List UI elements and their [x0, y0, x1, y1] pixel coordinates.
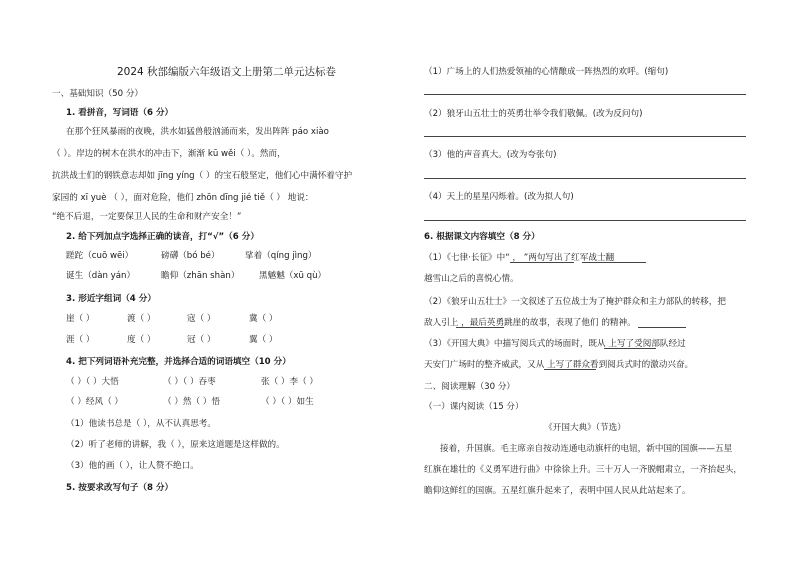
answer-line[interactable]: [424, 136, 746, 137]
exam-title: 2024 秋部编版六年级语文上册第二单元达标卷: [117, 66, 337, 78]
q1-line: 在那个狂风暴雨的夜晚，洪水如猛兽般汹涌而来，发出阵阵 páo xiào: [66, 127, 329, 137]
q4-fill-sentence: （3）他的画（ ），让人赞不绝口。: [66, 461, 199, 471]
q2-heading: 2. 给下列加点字选择正确的读音，打“√”（6 分）: [66, 232, 259, 242]
q6-line: （2）《狼牙山五壮士》一文叙述了五位战士为了掩护群众和主力部队的转移，把: [424, 297, 726, 307]
q4-heading: 4. 把下列词语补充完整，并选择合适的词语填空（10 分）: [66, 357, 291, 367]
passage-line: 接着，升国旗。毛主席亲自按动连通电动旗杆的电钮，新中国的国旗——五星: [440, 444, 733, 454]
q4-item: （ ）（ ）如生: [261, 397, 314, 407]
q6-line: （1）《七律·长征》中“ ， ”两句写出了红军战士翻: [424, 253, 615, 263]
q5-item: （2）狼牙山五壮士的英勇壮举令我们敬佩。(改为反问句): [424, 109, 643, 119]
q4-item: （ ）经风（ ）: [66, 397, 124, 407]
q3-item: 冀（ ）: [249, 314, 278, 324]
fill-blank-line[interactable]: [544, 369, 596, 370]
q4-item: （ ）（ ）吞枣: [163, 377, 216, 387]
fill-blank-line[interactable]: [638, 327, 686, 328]
q4-fill-sentence: （2）听了老师的讲解，我（ ），原来这道题是这样做的。: [66, 440, 285, 450]
q2-item: 磅礴（bó bé）: [161, 251, 220, 261]
passage-title: 《开国大典》（节选）: [544, 423, 626, 433]
q3-item: 渡（ ）: [127, 314, 156, 324]
q4-item: （ ）然（ ）悟: [163, 397, 221, 407]
q3-item: 涯（ ）: [66, 335, 95, 345]
section-reading: 二、阅读理解（30 分）: [424, 382, 516, 392]
answer-line[interactable]: [424, 178, 746, 179]
q1-line: 家园的 xī yuè （ ），面对危险，他们 zhōn dīng jié tiě（ ） 地说：: [52, 193, 314, 203]
q6-line: 天安门广场时的整齐威武，又从 上写了群众看到阅兵式时的激动兴奋。: [424, 360, 694, 370]
q6-line: 越雪山之后的喜悦心情。: [424, 274, 519, 284]
q3-item: 崖（ ）: [66, 314, 95, 324]
answer-line[interactable]: [424, 220, 746, 221]
passage-line: 红旗在雄壮的《义勇军进行曲》中徐徐上升。三十万人一齐脱帽肃立，一齐抬起头，: [424, 465, 742, 475]
fill-blank-line[interactable]: [456, 327, 504, 328]
section-basic-knowledge: 一、基础知识（50 分）: [52, 89, 144, 99]
q3-item: 寇（ ）: [187, 314, 216, 324]
q5-heading: 5. 按要求改写句子（8 分）: [66, 483, 174, 493]
passage-line: 瞻仰这鲜红的国旗。五星红旗升起来了，表明中国人民从此站起来了。: [424, 486, 691, 496]
q4-item: 张（ ）李（ ）: [261, 377, 319, 387]
q5-item: （3）他的声音真大。(改为夸张句): [424, 150, 557, 160]
q1-heading: 1. 看拼音，写词语（6 分）: [66, 108, 174, 118]
q4-fill-sentence: （1）他读书总是（ ），从不认真思考。: [66, 419, 216, 429]
q1-line: 抗洪战士们的钢铁意志却如 jīng yíng（ ）的宝石般坚定，他们心中满怀着守护: [52, 171, 353, 181]
q2-item: 瞻仰（zhān shàn）: [161, 271, 240, 281]
q6-heading: 6. 根据课文内容填空（8 分）: [424, 232, 540, 242]
q2-item: 蹉跎（cuō wēi）: [66, 251, 134, 261]
q2-item: 诞生（dàn yán）: [66, 271, 136, 281]
q2-item: 黑魆魆（xū qù）: [259, 271, 327, 281]
q3-item: 度（ ）: [127, 335, 156, 345]
fill-blank-line[interactable]: [604, 348, 656, 349]
q3-item: 翼（ ）: [249, 335, 278, 345]
q1-line: “绝不后退，一定要保卫人民的生命和财产安全！”: [52, 212, 242, 222]
q5-item: （4）天上的星星闪烁着。(改为拟人句): [424, 192, 574, 202]
q1-line: （ ）。岸边的树木在洪水的冲击下，渐渐 kū wěi（ ）。然而，: [52, 149, 286, 159]
q3-heading: 3. 形近字组词（4 分）: [66, 294, 156, 304]
q3-item: 冠（ ）: [187, 335, 216, 345]
answer-line[interactable]: [424, 94, 746, 95]
q6-line: （3）《开国大典》中描写阅兵式的场面时，既从 上写了受阅部队经过: [424, 339, 686, 349]
q2-item: 挲着（qíng jìng）: [245, 251, 317, 261]
fill-blank-line[interactable]: [582, 262, 646, 263]
q4-item: （ ）（ ）大悟: [66, 377, 119, 387]
fill-blank-line[interactable]: [510, 262, 574, 263]
q5-item: （1）广场上的人们热爱领袖的心情酿成一阵热烈的欢呼。(缩句): [424, 67, 669, 77]
section-in-class-reading: （一）课内阅读（15 分）: [424, 402, 524, 412]
q6-line: 敌人引上 ，最后英勇跳崖的故事，表现了他们 的精神。: [424, 318, 636, 328]
